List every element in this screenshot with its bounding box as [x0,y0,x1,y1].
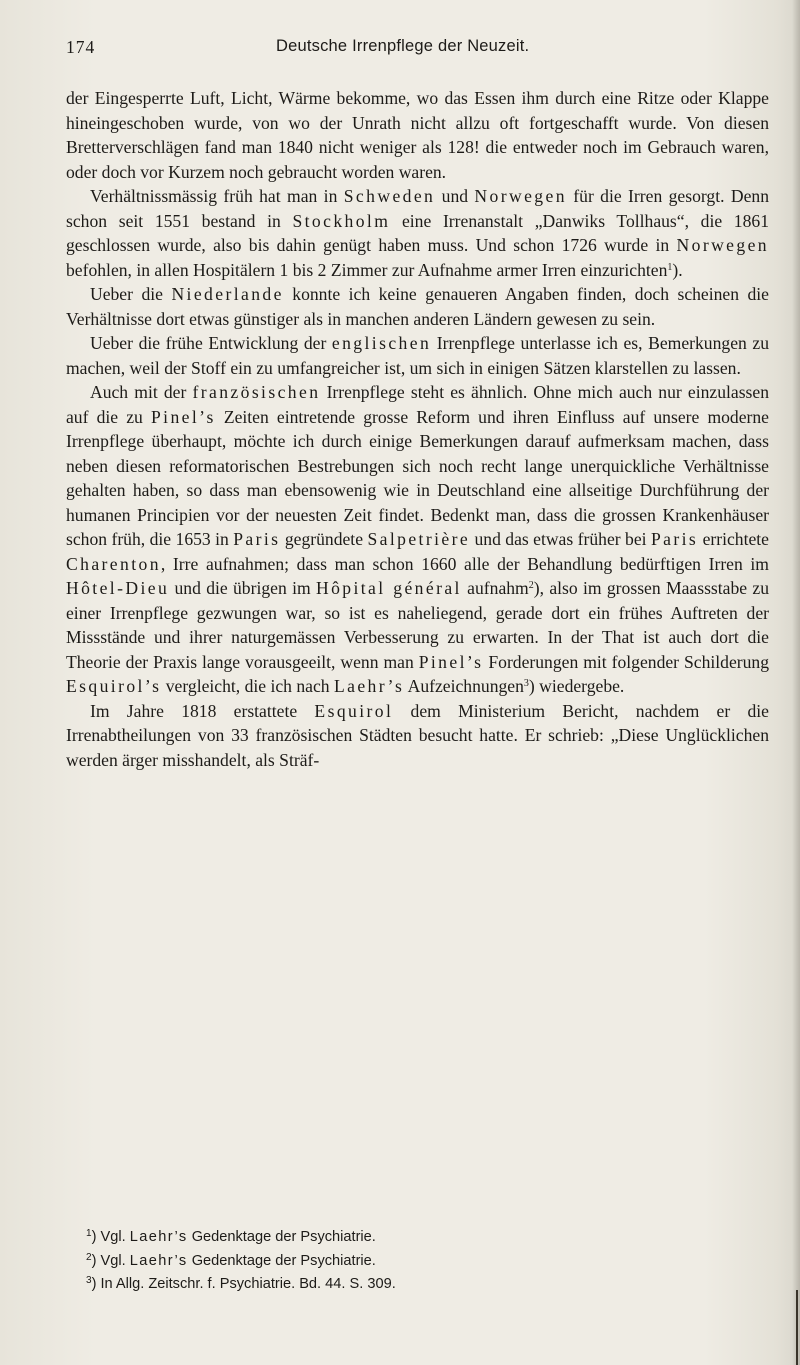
footnote-ref: 3 [523,678,529,689]
text-run: Irrenpflege steht es ähnlich. Ohne mich auch nur einzulassen auf die zu [66,382,770,427]
text-run: Irrenpflege unterlasse ich es, Bemerkungen zu machen, weil der Stoff ein zu umfangreicher ist, um sich in einigen Sätzen klarstellen zu lassen. [66,333,769,378]
running-title: Deutsche Irrenpflege der Neuzeit. [276,37,530,55]
text-run: und [435,186,475,206]
spaced-name: französischen [192,382,321,402]
paragraph-3 [66,282,769,331]
spaced-name: Hôtel-Dieu [66,578,170,598]
footnotes [86,1224,686,1295]
text-run: , Irre aufnahmen; dass man schon 1660 alle der Behandlung bedürftigen Irren im [160,553,769,574]
footnote-1: $^1$) Vgl. Laehr’s Gedenktage der Psychiatrie. [86,1228,376,1245]
paragraph-1: der Eingesperrte Luft, Licht, Wärme bekomme, wo das Essen ihm durch eine Ritze oder Klappe hineingeschoben wurde, von wo der Unrath nicht allzu oft fortgeschafft wurde. Von diesen Bretterverschlägen fand man 1840 nicht weniger als 128! die entweder noch im Gebrauch waren, oder doch vor Kurzem noch gebraucht worden waren. [66,88,769,182]
footnote-text: In Allg. Zeitschr. f. Psychiatrie. Bd. 44. S. 309. [100,1276,396,1292]
footnote-2: $^2$) Vgl. Laehr’s Gedenktage der Psychiatrie. [86,1251,376,1269]
paragraph-4 [66,331,769,380]
text-run: konnte ich keine genaueren Angaben finden, doch scheinen die Verhältnisse dort etwas günstiger als in manchen anderen Ländern gewesen zu sein. [66,284,769,329]
footnote-text: Vgl. [100,1229,130,1245]
footnote-mark: 1 [86,1228,92,1239]
page-edge-line [796,1290,798,1365]
spaced-name: Norwegen [474,186,567,206]
spaced-name: Hôpital général [315,578,462,598]
spaced-name: Norwegen [676,235,769,255]
spaced-name: Salpetrière [367,529,471,549]
text-run: Ueber die [90,284,172,304]
footnote-mark: 3 [86,1275,92,1286]
text-run: Aufzeichnungen [404,676,524,696]
spaced-name: Schweden [343,186,436,206]
text-run: Im Jahre 1818 erstattete [90,700,315,721]
footnote-author: Laehr’s [129,1252,188,1269]
text-run: ) wiedergebe. [528,676,625,696]
spaced-name: Pinel’s [418,651,484,672]
spaced-name: Esquirol’s [66,676,162,696]
text-run: Verhältnissmässig früh hat man in [90,186,344,206]
text-run: für die Irren gesorgt. Denn schon seit 1551 bestand in [66,186,769,231]
footnote-mark: 2 [86,1251,92,1263]
footnote-author: Laehr’s [129,1229,188,1245]
spaced-name: Charenton [66,553,161,574]
spaced-name: Laehr’s [333,676,405,696]
paragraph-6 [66,699,769,773]
text-run: und die übrigen im [169,578,316,598]
body-text [66,86,769,772]
text-run: und das etwas früher bei [470,529,651,549]
page-edge-shadow [792,0,800,1365]
spaced-name: Paris [233,529,281,549]
text-run: gegründete [280,529,368,549]
spaced-name: Esquirol [314,700,394,721]
spaced-name: Paris [650,529,699,549]
spaced-name: Niederlande [171,284,284,304]
text-run: Zeiten eintretende grosse Reform und ihren Einfluss auf unsere moderne Irrenpflege überhaupt, möchte ich durch einige Bemerkungen darauf aufmerksam machen, dass neben diesen reformatorischen Bestrebungen sich noch recht lange unerquickliche Verhältnisse gehalten haben, so dass man ebensowenig wie in Deutschland eine allseitige Durchführung der humanen Principien vor der neuesten Zeit findet. Bedenkt man, dass die grossen Krankenhäuser schon früh, die 1653 in [66,406,769,549]
footnote-text: Vgl. [100,1252,130,1269]
text-run: Forderungen mit folgender Schilderung [483,651,770,672]
footnote-text: Gedenktage der Psychiatrie. [187,1229,376,1245]
text-run: Auch mit der [90,382,193,402]
footnote-text: Gedenktage der Psychiatrie. [187,1252,376,1269]
text-run: eine Irrenanstalt „Danwiks Tollhaus“, die 1861 geschlossen wurde, also bis dahin genügt haben muss. Und schon 1726 wurde in [66,210,769,255]
text-run: ), also im grossen Maassstabe zu einer Irrenpflege gezwungen war, so ist es naheliegend, gerade dort ein frühes Auftreten der Missstände und ihrer naturgemässen Verbesserung zu erwarten. In der That ist auch dort die Theorie der Praxis lange vorausgeeilt, wenn man [66,578,769,672]
text-run: ). [672,259,683,280]
text-run: aufnahm [461,578,529,598]
spaced-name: englischen [331,333,432,353]
paragraph-2 [66,184,769,282]
text-run: Ueber die frühe Entwicklung der [90,333,332,353]
text-run: errichtete [698,529,769,549]
spaced-name: Stockholm [292,210,391,231]
page-header [66,37,766,61]
footnote-ref: 1 [667,261,673,273]
spaced-name: Pinel’s [150,406,216,427]
footnote-3: $^3$) In Allg. Zeitschr. f. Psychiatrie. Bd. 44. S. 309. [86,1275,396,1292]
text-run: vergleicht, die ich nach [161,676,334,696]
page-number: 174 [66,37,96,57]
paragraph-5 [66,380,769,699]
footnote-ref: 2 [528,580,534,591]
text-run: befohlen, in allen Hospitälern 1 bis 2 Zimmer zur Aufnahme armer Irren einzurichten [66,259,668,280]
text-run: dem Ministerium Bericht, nachdem er die Irrenabtheilungen von 33 französischen Städten besucht hatte. Er schrieb: „Diese Unglücklichen werden ärger misshandelt, als Sträf- [66,700,769,770]
